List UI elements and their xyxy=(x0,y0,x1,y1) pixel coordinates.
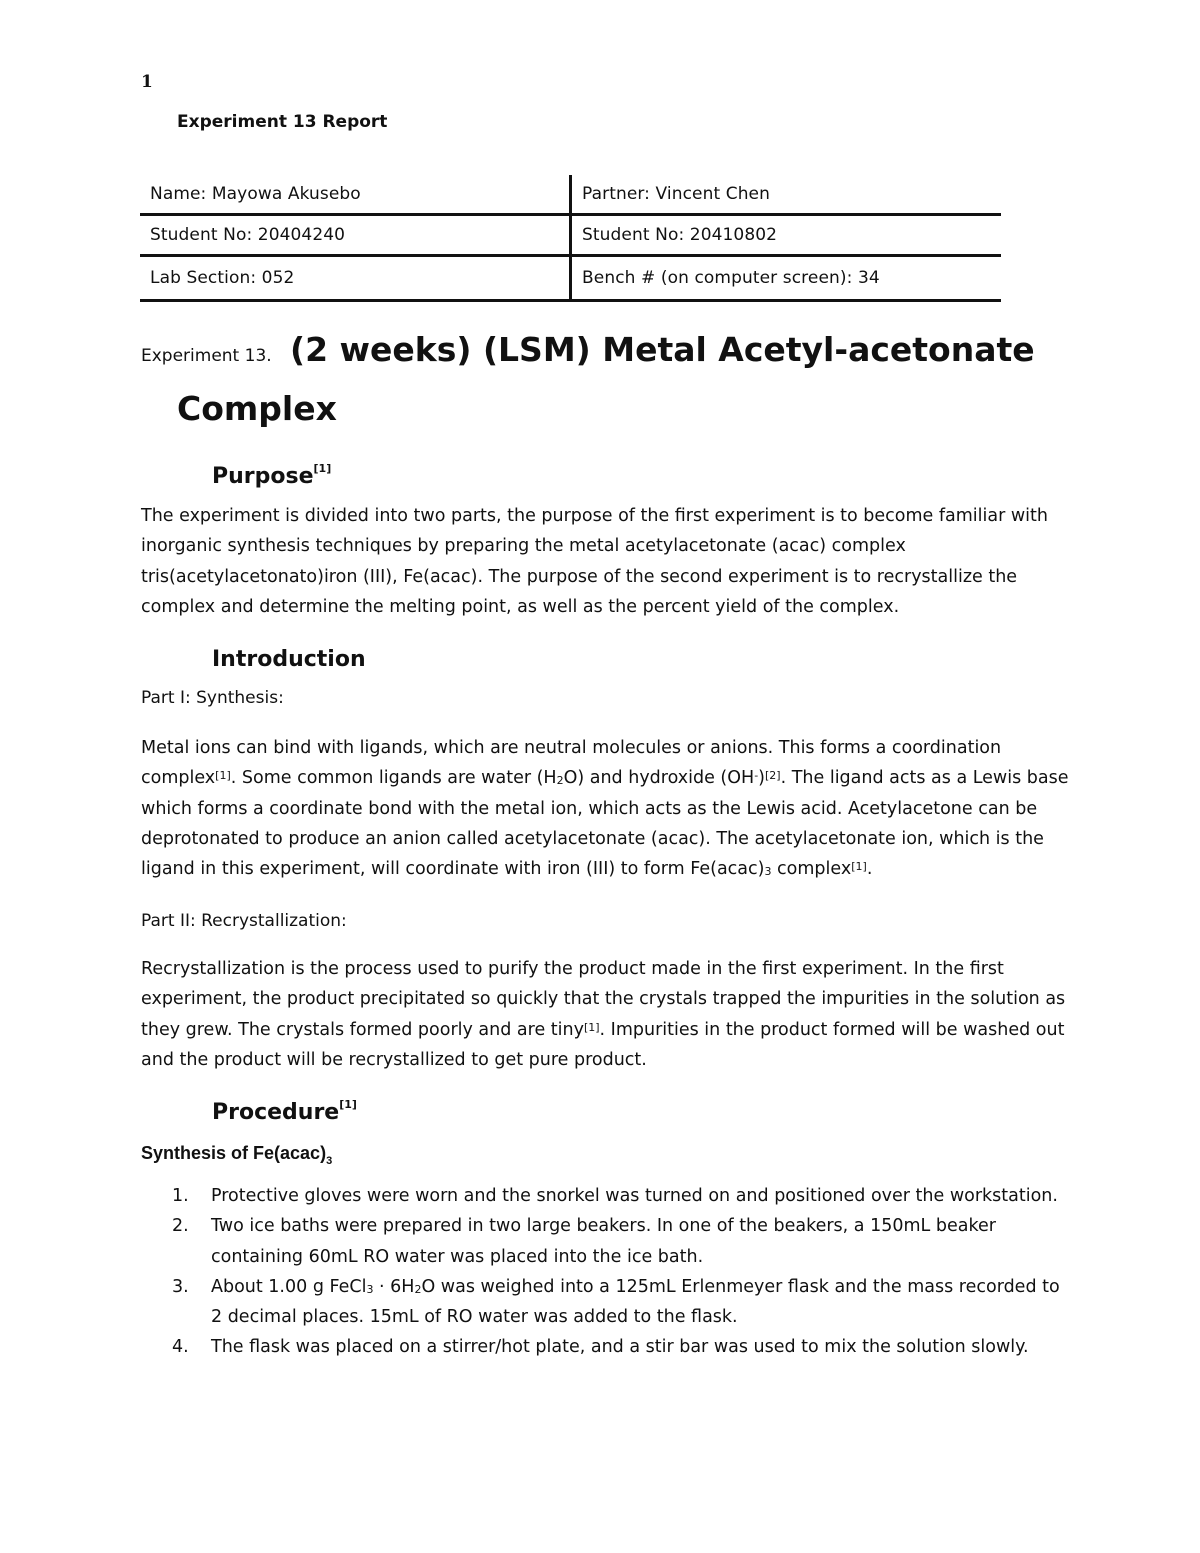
table-row xyxy=(140,256,1001,301)
procedure-heading-text: Procedure xyxy=(212,1100,340,1125)
step-text: The flask was placed on a stirrer/hot plate, and a stir bar was used to mix the solution slowly. xyxy=(211,1337,1029,1358)
purpose-heading-text: Purpose xyxy=(212,464,314,489)
citation: [2] xyxy=(765,769,781,783)
citation: [1] xyxy=(215,769,231,783)
purpose-paragraph xyxy=(141,501,1071,622)
procedure-subheading: Synthesis of $Fe(acac)_3$ xyxy=(141,1143,333,1167)
procedure-steps xyxy=(172,1181,1072,1363)
step-text: Protective gloves were worn and the snorkel was turned on and positioned over the workstation. xyxy=(211,1186,1058,1206)
experiment-title: (2 weeks) (LSM) Metal Acetyl-acetonate xyxy=(290,330,1035,369)
partner-student-no-cell: Student No: 20410802 xyxy=(571,215,1002,256)
step-number: 2. xyxy=(172,1216,189,1237)
citation: [1] xyxy=(339,1098,357,1111)
step-text: Two ice baths were prepared in two large beakers. In one of the beakers, a 150mL beaker containing 60mL RO water was placed into the ice bath. xyxy=(211,1216,996,1267)
part1-label: Part I: Synthesis: xyxy=(141,688,284,708)
report-title: Experiment 13 Report xyxy=(177,112,388,132)
table-row xyxy=(140,175,1001,215)
step-number: 4. xyxy=(172,1337,189,1358)
part2-text: Recrystallization is the process used to purify the product made in the first experiment. In the first experiment, the product precipitated so quickly that the crystals trapped the impurities in the solution as they grew. The crystals formed poorly and are tiny[1]. Impurities in the product formed will be washed out and the product will be recrystallized to get pure product. xyxy=(141,959,1066,1070)
list-item xyxy=(172,1272,1072,1333)
introduction-heading: Introduction xyxy=(212,647,366,672)
step-text: About 1.00 g FeCl$_3$ · $6H_2O$ was weighed into a 125mL Erlenmeyer flask and the mass recorded to 2 decimal places. 15mL of RO water was added to the flask. xyxy=(211,1276,1060,1328)
procedure-heading xyxy=(212,1100,357,1125)
part1-paragraph xyxy=(141,733,1071,884)
student-info-table xyxy=(140,175,1001,302)
list-item xyxy=(172,1332,1072,1362)
partner-cell: Partner: Vincent Chen xyxy=(571,175,1002,215)
page-number: 1 xyxy=(141,72,153,92)
lab-section-cell: Lab Section: 052 xyxy=(140,256,571,301)
table-row xyxy=(140,215,1001,256)
citation: [1] xyxy=(313,462,332,475)
part2-label: Part II: Recrystallization: xyxy=(141,911,347,931)
experiment-label: Experiment 13. xyxy=(141,346,272,366)
list-item xyxy=(172,1181,1072,1211)
bench-cell: Bench # (on computer screen): 34 xyxy=(571,256,1002,301)
experiment-title-continued: Complex xyxy=(177,389,337,428)
purpose-heading xyxy=(212,464,331,489)
citation: [1] xyxy=(851,860,867,874)
step-number: 1. xyxy=(172,1186,189,1206)
student-no-cell: Student No: 20404240 xyxy=(140,215,571,256)
step-number: 3. xyxy=(172,1276,189,1297)
purpose-text: The experiment is divided into two parts, the purpose of the first experiment is to become familiar with inorganic synthesis techniques by preparing the metal acetylacetonate (acac) complex tris(acetylacetonato)iron (III), Fe(acac). The purpose of the second experiment is to recrystallize the complex and determine the melting point, as well as the percent yield of the complex. xyxy=(141,506,1048,617)
name-cell: Name: Mayowa Akusebo xyxy=(140,175,571,215)
citation: [1] xyxy=(583,1020,600,1034)
part1-text: Metal ions can bind with ligands, which are neutral molecules or anions. This forms a coordination complex[1]. Some common ligands are water $(H_2O)$ and hydroxide (OH-)[2]. The ligand acts as a Lewis base which forms a coordinate bond with the metal ion, which acts as the Lewis acid. Acetylacetone can be deprotonated to produce an anion called acetylacetonate (acac). The acetylacetonate ion, which is the ligand in this experiment, will coordinate with iron (III) to form $Fe(acac)_3$ complex[1]. xyxy=(141,738,1069,880)
part2-paragraph xyxy=(141,954,1071,1075)
list-item xyxy=(172,1211,1072,1272)
